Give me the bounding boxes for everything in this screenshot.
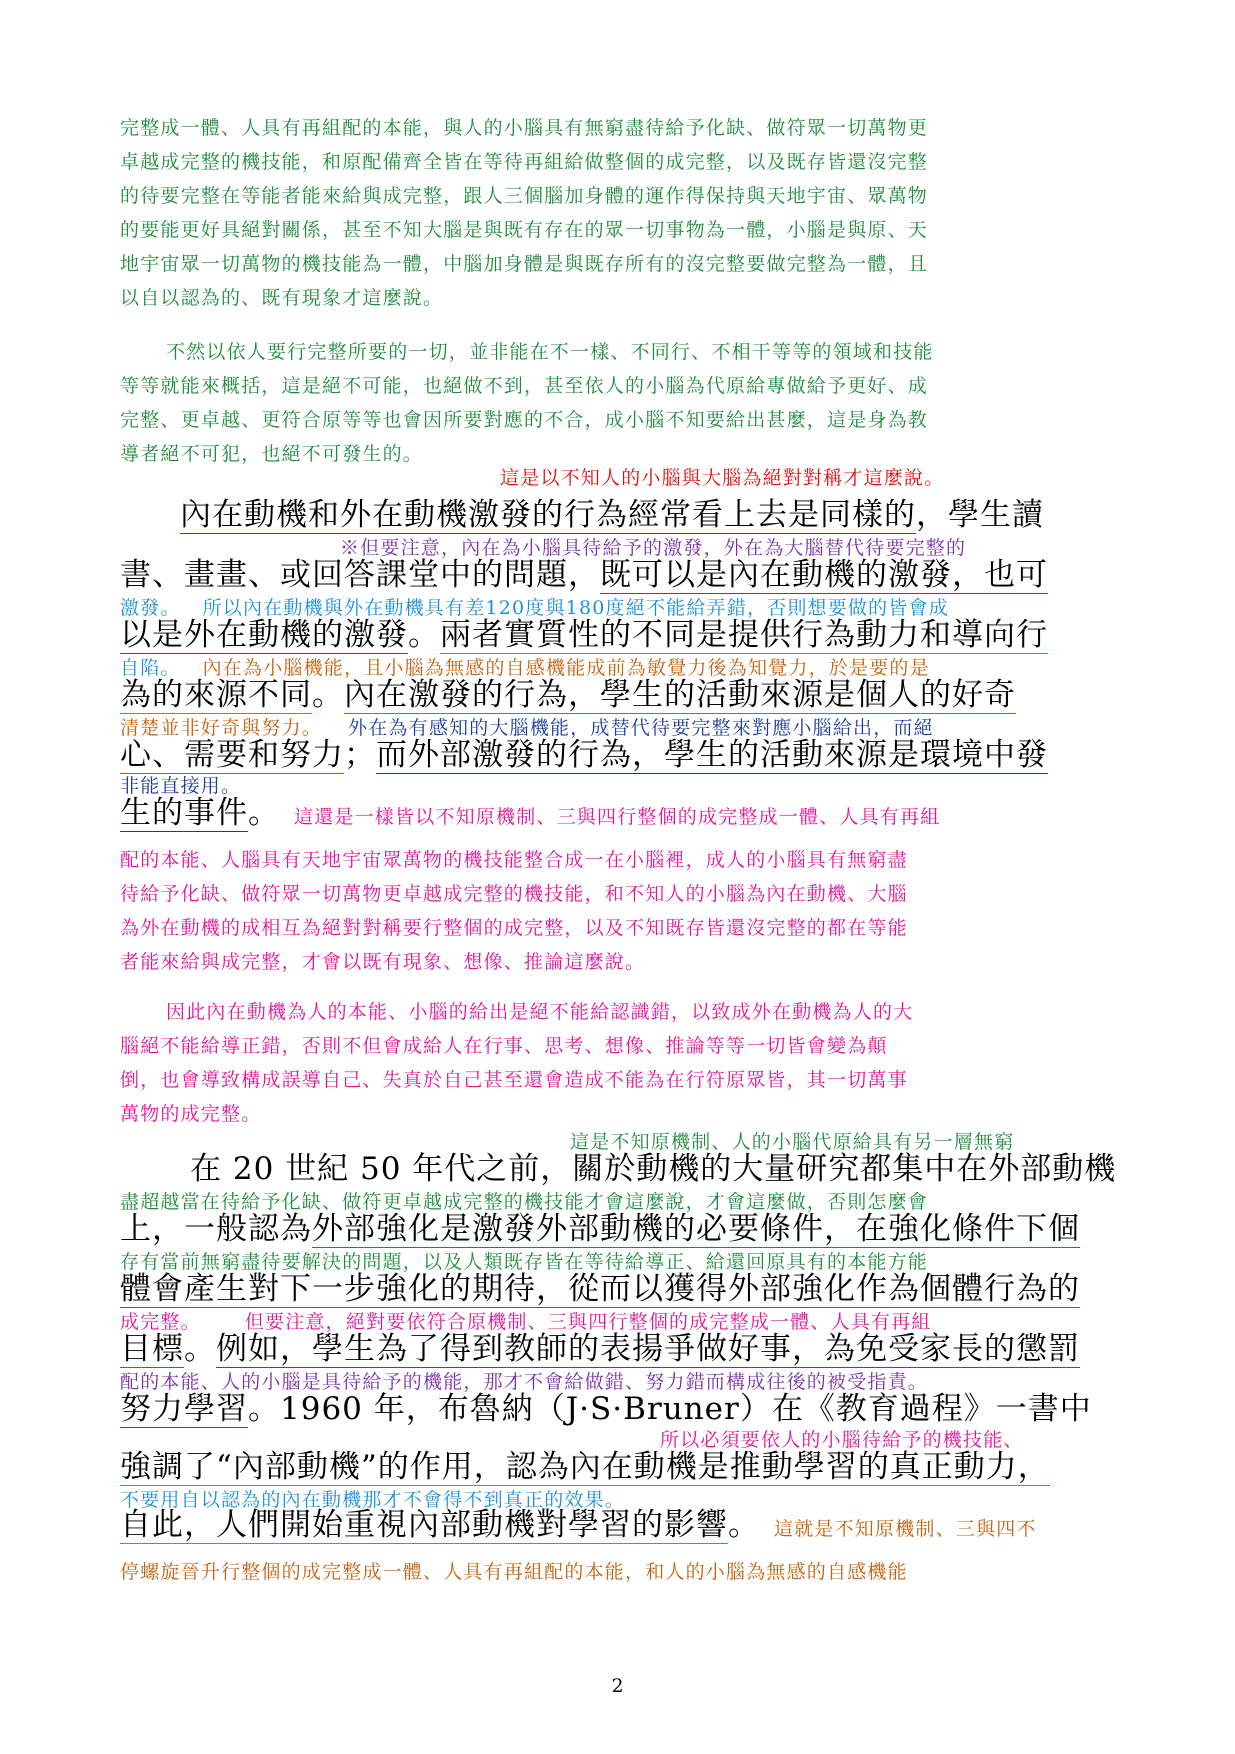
underlined-phrase: 努力學習 xyxy=(120,1391,248,1428)
body-text: ； xyxy=(344,737,376,773)
body-text: 這就是不知原機制、三與四不 xyxy=(774,1518,1037,1540)
annotation-part: 成完整。 xyxy=(120,1311,201,1333)
page-number: 2 xyxy=(611,1675,624,1697)
annotation-part: 所以內在動機與外在動機具有差120度與180度絕不能給弄錯，否則想要做的皆會成 xyxy=(202,597,949,619)
text-line: 地宇宙眾一切萬物的機技能為一體，中腦加身體是與既存所有的沒完整要做完整為一體，且 xyxy=(120,253,929,275)
body-line xyxy=(120,556,1116,594)
underlined-phrase: 內在激發的行為，學生的活動來源是個人的好奇 xyxy=(344,677,1016,714)
body-line xyxy=(120,794,1116,832)
text-line: 者能來給與成完整，才會以既有現象、想像、推論這麼說。 xyxy=(120,951,646,973)
text-line: 配的本能、人腦具有天地宇宙眾萬物的機技能整合成一在小腦裡，成人的小腦具有無窮盡 xyxy=(120,849,908,871)
annotation: 存有當前無窮盡待要解決的問題，以及人類既存皆在等待給導正、給還回原具有的本能方能 xyxy=(120,1251,929,1273)
underlined-phrase: 強調了“內部動機”的作用，認為內在動機是推動學習的真正動力， xyxy=(120,1449,1050,1486)
text-line: 的要能更好具絕對關係，甚至不知大腦是與既有存在的眾一切事物為一體，小腦是與原、天 xyxy=(120,219,929,241)
body-line xyxy=(120,1506,1116,1544)
body-text: 。1960 年，布魯納（J·S·Bruner）在《教育過程》一書中 xyxy=(248,1391,1092,1427)
underlined-phrase: 自此，人們開始重視內部動機對學習的影響 xyxy=(120,1507,728,1544)
body-line xyxy=(120,736,1116,774)
underlined-phrase: 目標 xyxy=(120,1331,184,1368)
underlined-phrase: 生的事件 xyxy=(120,795,248,832)
text-line: 停螺旋晉升行整個的成完整成一體、人具有再組配的本能，和人的小腦為無感的自感機能 xyxy=(120,1561,908,1583)
body-text: 這還是一樣皆以不知原機制、三與四行整個的成完整成一體、人具有再組 xyxy=(294,806,941,828)
text-line: 完整成一體、人具有再組配的本能，與人的小腦具有無窮盡待給予化缺、做符眾一切萬物更 xyxy=(120,117,929,139)
text-line: 待給予化缺、做符眾一切萬物更卓越成完整的機技能，和不知人的小腦為內在動機、大腦 xyxy=(120,883,908,905)
annotation-part: 激發。 xyxy=(120,597,181,619)
body-text: 。 xyxy=(248,795,280,831)
text-line: 不然以依人要行完整所要的一切，並非能在不一樣、不同行、不相干等等的領域和技能 xyxy=(166,341,934,363)
text-line: 的待要完整在等能者能來給與成完整，跟人三個腦加身體的運作得保持與天地宇宙、眾萬物 xyxy=(120,185,929,207)
annotation-part: 但要注意，絕對要依符合原機制、三與四行整個的成完整成一體、人具有再組 xyxy=(244,1311,932,1333)
body-text: 上，一般認為 xyxy=(120,1211,312,1247)
underlined-phrase: 外部強化是激發外部動機的必要條件，在強化條件下個 xyxy=(312,1211,1080,1248)
body-text: 。 xyxy=(312,677,344,713)
underlined-phrase: 例如，學生為了得到教師的表揚爭做好事，為免受家長的懲罰 xyxy=(216,1331,1080,1368)
annotation: 這是以不知人的小腦與大腦為絕對對稱才這麼說。 xyxy=(500,467,945,489)
text-line: 導者絕不可犯，也絕不可發生的。 xyxy=(120,443,424,465)
annotation: 盡超越當在待給予化缺、做符更卓越成完整的機技能才會這麼說，才會這麼做，否則怎麼會 xyxy=(120,1191,929,1213)
body-text: 。 xyxy=(408,617,440,653)
body-line xyxy=(120,1270,1116,1308)
body-text: 。 xyxy=(184,1331,216,1367)
body-text: 。 xyxy=(728,1507,760,1543)
text-line: 腦絕不能給導正錯，否則不但會成給人在行事、思考、想像、推論等等一切皆會變為顛 xyxy=(120,1035,888,1057)
underlined-phrase: 體會產生對下一步強化的期待，從而以獲得外部強化作為個體行為的 xyxy=(120,1271,1080,1308)
underlined-phrase: 既可以是內在動機的激發，也可 xyxy=(600,557,1048,594)
body-text: 在 20 世紀 50 年代之前，關於動機的大量研究都集中在外部動機 xyxy=(190,1151,1116,1187)
text-line: 以自以認為的、既有現象才這麼說。 xyxy=(120,287,444,309)
annotation: 這是不知原機制、人的小腦代原給具有另一層無窮 xyxy=(570,1131,1015,1153)
underlined-phrase: 內在動機和外在動機激發的行為經常看上去是同樣的 xyxy=(180,497,916,534)
body-line xyxy=(120,496,1116,534)
body-text: 書、畫畫、或回答課堂中的問題， xyxy=(120,557,600,593)
annotation: 不要用自以認為的內在動機那才不會得不到真正的效果。 xyxy=(120,1489,626,1511)
annotation: 配的本能、人的小腦是具待給予的機能，那才不會給做錯、努力錯而構成往後的被受指責。 xyxy=(120,1371,929,1393)
text-line: 等等就能來概括，這是絕不可能，也絕做不到，甚至依人的小腦為代原給專做給予更好、成 xyxy=(120,375,929,397)
underlined-phrase: 以是外在動機的激發 xyxy=(120,617,408,654)
text-line: 完整、更卓越、更符合原等等也會因所要對應的不合，成小腦不知要給出甚麼，這是身為教 xyxy=(120,409,929,431)
annotation: 所以必須要依人的小腦待給予的機技能、 xyxy=(660,1429,1024,1451)
annotation: ※但要注意，內在為小腦具待給予的激發，外在為大腦替代待要完整的 xyxy=(340,537,967,559)
body-line xyxy=(120,676,1116,714)
body-line xyxy=(120,616,1116,654)
text-line: 因此內在動機為人的本能、小腦的給出是絕不能給認識錯，以致成外在動機為人的大 xyxy=(166,1001,914,1023)
annotation-part: 清楚並非好奇與努力。 xyxy=(120,717,323,739)
annotation-part: 外在為有感知的大腦機能，成替代待要完整來對應小腦給出，而絕 xyxy=(348,717,934,739)
underlined-phrase: 心、需要和努力 xyxy=(120,737,344,774)
annotation-part: 內在為小腦機能，且小腦為無感的自感機能成前為敏覺力後為知覺力，於是要的是 xyxy=(202,657,930,679)
body-line xyxy=(120,1150,1116,1188)
body-line xyxy=(120,1390,1116,1428)
text-line: 萬物的成完整。 xyxy=(120,1103,262,1125)
underlined-phrase: 為的來源不同 xyxy=(120,677,312,714)
text-line: 倒，也會導致構成誤導自己、失真於自己甚至還會造成不能為在行符原眾皆，其一切萬事 xyxy=(120,1069,908,1091)
body-text: ，學生讀 xyxy=(916,497,1044,533)
text-line: 卓越成完整的機技能，和原配備齊全皆在等待再組給做整個的成完整，以及既存皆還沒完整 xyxy=(120,151,929,173)
annotation: 非能直接用。 xyxy=(120,775,242,797)
annotation-part: 自陷。 xyxy=(120,657,181,679)
underlined-phrase: 兩者實質性的不同是提供行為動力和導向行 xyxy=(440,617,1048,654)
text-line: 為外在動機的成相互為絕對對稱要行整個的成完整，以及不知既存皆還沒完整的都在等能 xyxy=(120,917,908,939)
body-line xyxy=(120,1330,1116,1368)
underlined-phrase: 而外部激發的行為，學生的活動來源是環境中發 xyxy=(376,737,1048,774)
body-line xyxy=(120,1210,1116,1248)
body-line xyxy=(120,1448,1116,1486)
